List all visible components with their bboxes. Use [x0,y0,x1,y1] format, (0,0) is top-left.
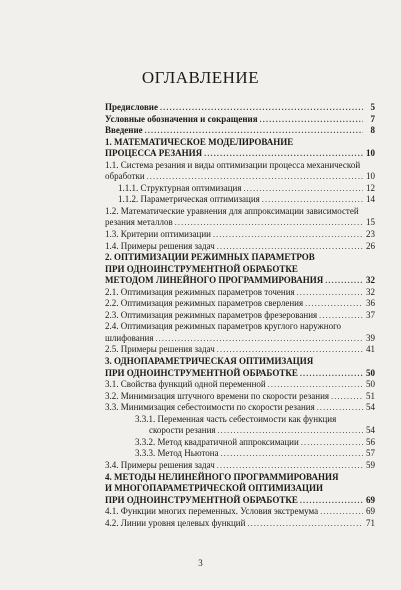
toc-entry-page: 26 [366,240,375,251]
page-number: 3 [198,558,203,568]
toc-entry-text: скорости резания [149,425,216,436]
toc-entry-text: 1.1.2. Параметрическая оптимизация [118,194,260,205]
toc-entry [105,518,375,530]
toc-entry-text: 1.4. Примеры решения задач [105,240,215,251]
toc-entry-text: 1.2. Математические уравнения для аппроксимации зависимостей [105,205,359,216]
toc-entry-text: МЕТОДОМ ЛИНЕЙНОГО ПРОГРАММИРОВАНИЯ [105,275,324,286]
toc-entry-page: 23 [366,229,375,240]
toc-entry-page: 15 [366,217,375,228]
toc-entry-text: 2.4. Оптимизация режимных параметров круглого наружного [105,321,342,332]
toc-entry [105,472,375,507]
toc-entry [105,310,375,322]
dot-leader [305,298,363,310]
toc-entry [105,160,375,183]
toc-entry-page: 69 [366,494,375,505]
toc-entry [105,321,375,344]
toc-entry-text: резания металлов [105,217,173,228]
toc-entry [105,206,375,229]
toc-entry-text: 2.5. Примеры решения задач [105,344,215,355]
toc-entry-text: 3. ОДНОПАРАМЕТРИЧЕСКАЯ ОПТИМИЗАЦИЯ [105,356,314,367]
dot-leader [320,506,363,518]
toc-entry-page: 57 [366,448,375,459]
toc-entry [105,125,375,137]
toc-entry [105,344,375,356]
toc-entry-page: 54 [366,402,375,413]
dot-leader [160,102,363,114]
toc-entry-text: 2. ОПТИМИЗАЦИИ РЕЖИМНЫХ ПАРАМЕТРОВ [105,252,315,263]
toc-entry [105,183,375,195]
toc-entry-text: Условные обозначения и сокращения [105,113,258,124]
toc-entry-page: 56 [366,436,375,447]
toc-entry-text: ПРОЦЕССА РЕЗАНИЯ [105,148,203,159]
toc-entry-page: 10 [366,171,375,182]
toc-entry-page: 69 [366,506,375,517]
toc-entry-text: обработки [105,171,145,182]
toc-entry-page: 54 [366,425,375,436]
dot-leader [247,518,363,530]
toc-entry-text: 2.3. Оптимизация режимных параметров фрезерования [105,309,318,320]
dot-leader [260,114,363,126]
toc-entry [105,391,375,403]
toc-entry-page: 71 [366,517,375,528]
toc-entry-page: 59 [366,459,375,470]
dot-leader [331,391,363,403]
toc-entry [105,448,375,460]
toc-entry-page: 32 [366,286,375,297]
toc-entry-text: 1.3. Критерии оптимизации [105,229,211,240]
toc-entry-text: 3.1. Свойства функций одной переменной [105,379,266,390]
dot-leader [147,171,363,183]
toc-entry-text: 1.1.1. Структурная оптимизация [118,182,242,193]
dot-leader [155,333,363,345]
toc-entry [105,506,375,518]
toc-entry-text: 4.1. Функции многих переменных. Условия экстремума [105,506,319,517]
toc-entry-text: ПРИ ОДНОИНСТРУМЕНТНОЙ ОБРАБОТКЕ [105,367,298,378]
toc-entry-page: 39 [366,332,375,343]
dot-leader [145,125,363,137]
toc-entry-text: Предисловие [105,102,158,112]
dot-leader [243,183,363,195]
page-title: ОГЛАВЛЕНИЕ [141,68,260,87]
toc-entry-text: 4.2. Линии уровня целевых функций [105,517,246,528]
toc-entry-page: 37 [366,309,375,320]
toc-entry [105,437,375,449]
dot-leader [221,448,363,460]
toc-entry [105,252,375,287]
toc-entry-text: 4. МЕТОДЫ НЕЛИНЕЙНОГО ПРОГРАММИРОВАНИЯ [105,471,339,482]
toc-entry-text: 3.3.1. Переменная часть себестоимости как функция [135,413,337,424]
dot-leader [217,344,363,356]
dot-leader [297,287,363,299]
dot-leader [175,217,363,229]
dot-leader [325,275,363,287]
toc-entry-text: ПРИ ОДНОИНСТРУМЕНТНОЙ ОБРАБОТКЕ [105,263,298,274]
toc-entry [105,298,375,310]
dot-leader [300,368,363,380]
toc-entry [105,460,375,472]
dot-leader [268,379,363,391]
toc-entry [105,379,375,391]
toc-entry-page: 12 [366,182,375,193]
dot-leader [218,425,363,437]
toc-entry-page: 51 [366,390,375,401]
dot-leader [317,402,363,414]
toc-entry-text: 3.3.3. Метод Ньютона [135,448,219,459]
table-of-contents [105,102,375,529]
toc-entry-page: 10 [366,148,375,159]
toc-entry [105,414,375,437]
toc-entry-text: 3.4. Примеры решения задач [105,459,215,470]
toc-entry-page: 7 [370,113,375,124]
toc-entry-text: ПРИ ОДНОИНСТРУМЕНТНОЙ ОБРАБОТКЕ [105,494,298,505]
toc-entry-page: 32 [366,275,375,286]
toc-entry-page: 14 [366,194,375,205]
toc-entry [105,194,375,206]
toc-entry-text: 3.3.2. Метод квадратичной аппроксимации [135,436,299,447]
toc-entry-text: 2.1. Оптимизация режимных параметров точения [105,286,295,297]
toc-entry-page: 5 [370,102,375,112]
toc-entry-page: 50 [366,379,375,390]
toc-entry-text: И МНОГОПАРАМЕТРИЧЕСКОЙ ОПТИМИЗАЦИИ [105,483,324,494]
toc-entry [105,356,375,379]
toc-entry [105,229,375,241]
toc-entry-page: 50 [366,367,375,378]
toc-entry [105,402,375,414]
toc-entry-text: 3.3. Минимизация себестоимости по скорости резания [105,402,315,413]
dot-leader [262,194,363,206]
dot-leader [319,310,363,322]
dot-leader [217,241,363,253]
toc-entry-page: 8 [370,125,375,136]
dot-leader [213,229,363,241]
toc-entry [105,287,375,299]
dot-leader [301,437,363,449]
toc-entry-text: 2.2. Оптимизация режимных параметров сверления [105,298,304,309]
toc-entry-text: 1. МАТЕМАТИЧЕСКОЕ МОДЕЛИРОВАНИЕ [105,136,294,147]
toc-entry [105,102,375,114]
dot-leader [300,495,363,507]
toc-entry-text: Введение [105,125,143,136]
toc-entry-text: 1.1. Система резания и виды оптимизации процесса механической [105,159,361,170]
toc-entry [105,114,375,126]
toc-entry-text: шлифования [105,332,154,343]
toc-entry [105,137,375,160]
toc-entry-page: 36 [366,298,375,309]
toc-entry-text: 3.2. Минимизация штучного времени по скорости резания [105,390,330,401]
toc-entry [105,241,375,253]
toc-entry-page: 41 [366,344,375,355]
dot-leader [217,460,363,472]
dot-leader [204,148,363,160]
